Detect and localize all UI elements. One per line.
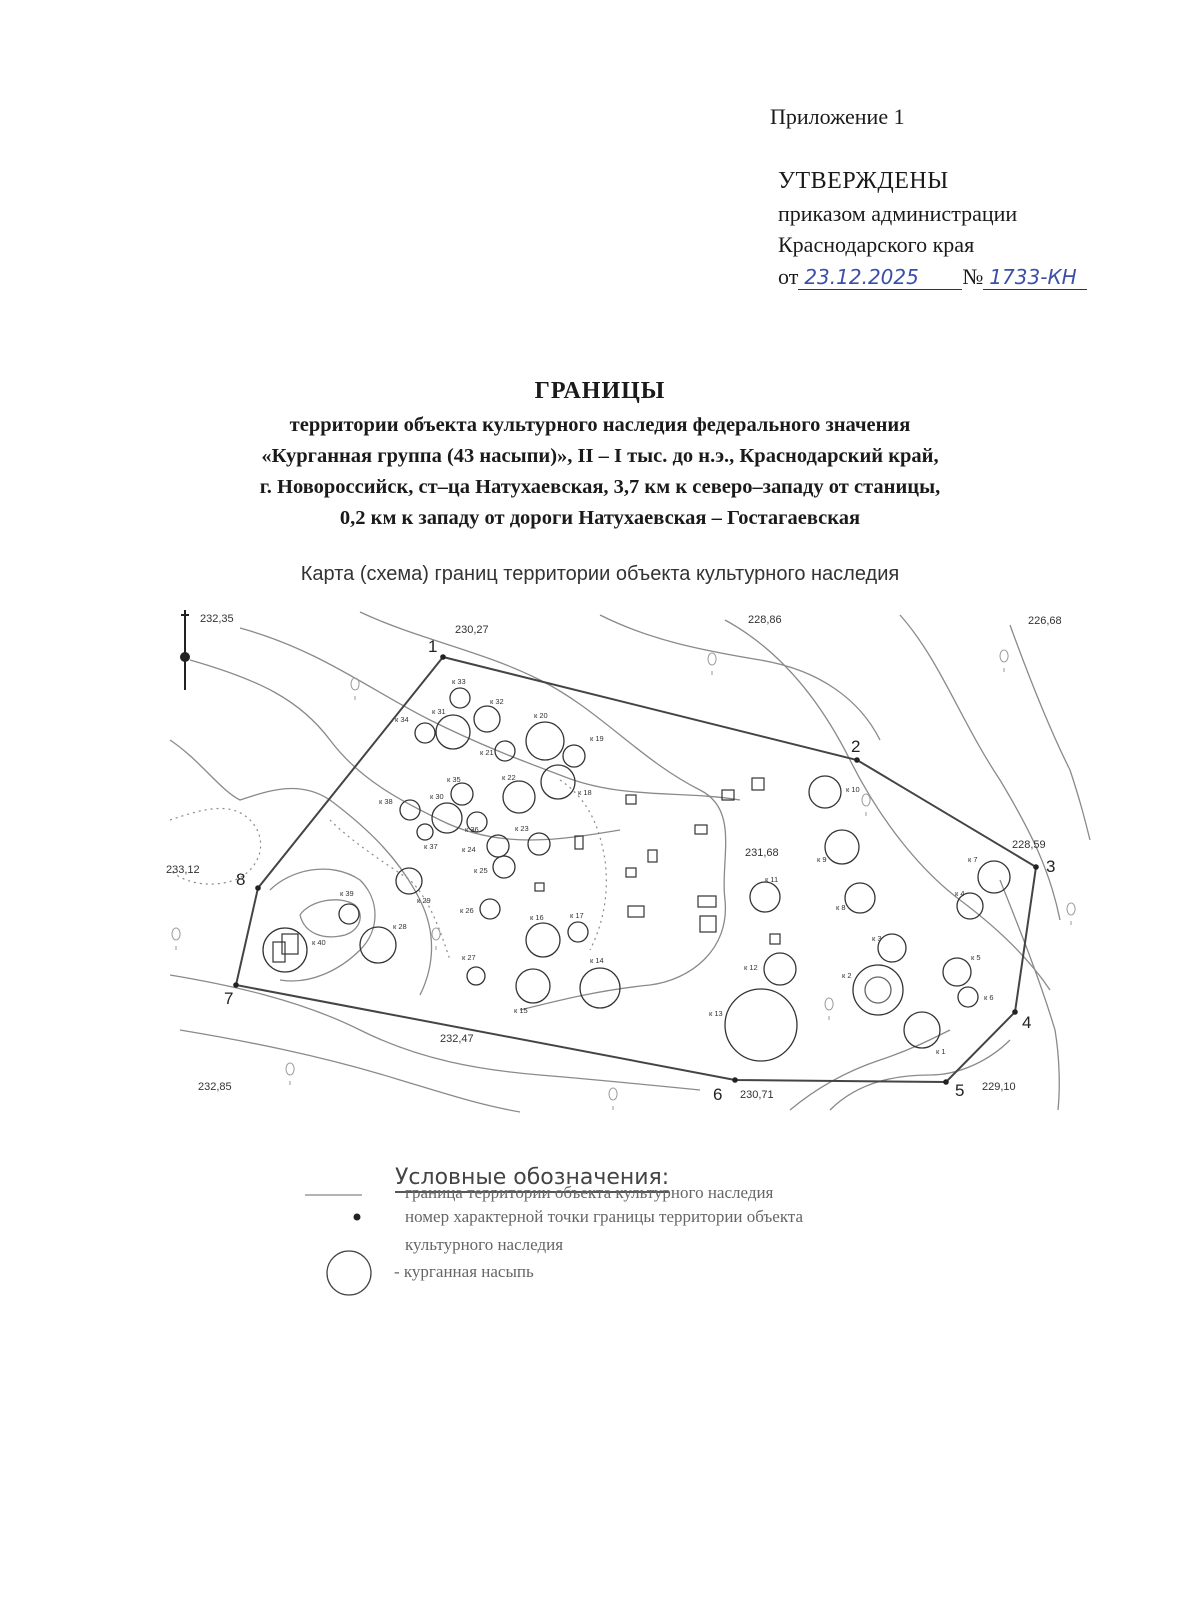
- building-marker: [282, 934, 298, 954]
- kurgan-label: к 5: [971, 953, 981, 962]
- elevation-label: 229,10: [982, 1081, 1016, 1093]
- kurgan-circle: [563, 745, 585, 767]
- kurgan-circle: [474, 706, 500, 732]
- tree-icon: [609, 1088, 617, 1110]
- boundary-point: [854, 757, 860, 763]
- kurgan-label: к 39: [340, 889, 354, 898]
- kurgan-label: к 40: [312, 938, 326, 947]
- kurgan-label: к 26: [460, 906, 474, 915]
- tree-icon: [825, 998, 833, 1020]
- legend-point-symbol: [354, 1214, 361, 1221]
- kurgan-circle: [528, 833, 550, 855]
- kurgan-label: к 14: [590, 956, 604, 965]
- tree-icon: [351, 678, 359, 700]
- contour-line: [600, 615, 880, 740]
- kurgan-label: к 24: [462, 845, 476, 854]
- kurgan-label: к 7: [968, 855, 978, 864]
- kurgan-circle: [417, 824, 433, 840]
- tree-icon: [172, 928, 180, 950]
- kurgan-label: к 30: [430, 792, 444, 801]
- kurgan-circle: [516, 969, 550, 1003]
- title-line-2: «Курганная группа (43 насыпи)», II – I тыс. до н.э., Краснодарский край,: [261, 445, 939, 467]
- tree-icon: [1067, 903, 1075, 925]
- kurgan-label: к 35: [447, 775, 461, 784]
- boundary-point: [1033, 864, 1039, 870]
- boundary-point: [732, 1077, 738, 1083]
- kurgan-label: к 4: [955, 889, 965, 898]
- kurgan-label: к 6: [984, 993, 994, 1002]
- kurgan-circle: [541, 765, 575, 799]
- contour-line: [190, 660, 620, 840]
- contour-line: [360, 612, 726, 1010]
- kurgan-label: к 13: [709, 1009, 723, 1018]
- tree-icon: [286, 1063, 294, 1085]
- kurgan-circle: [978, 861, 1010, 893]
- document-heading: ГРАНИЦЫ: [534, 378, 666, 404]
- kurgan-label: к 9: [817, 855, 827, 864]
- kurgan-label: к 23: [515, 824, 529, 833]
- kurgan-label: к 17: [570, 911, 584, 920]
- boundary-point-label: 5: [955, 1081, 965, 1100]
- kurgan-circle: [450, 688, 470, 708]
- kurgan-circle: [750, 882, 780, 912]
- kurgan-circle: [493, 856, 515, 878]
- kurgan-circle: [809, 776, 841, 808]
- kurgan-label: к 37: [424, 842, 438, 851]
- legend-boundary-text: граница территории объекта культурного наследия: [405, 1183, 774, 1202]
- boundary-point-label: 7: [224, 989, 234, 1008]
- kurgan-circle: [725, 989, 797, 1061]
- boundary-point: [943, 1079, 949, 1085]
- elevation-label: 228,86: [748, 614, 782, 626]
- kurgan-circle: [764, 953, 796, 985]
- boundary-point-label: 4: [1022, 1013, 1032, 1032]
- contour-line: [1010, 625, 1090, 840]
- kurgan-label: к 29: [417, 896, 431, 905]
- kurgan-label: к 3: [872, 934, 882, 943]
- kurgan-circle: [845, 883, 875, 913]
- boundary-point: [255, 885, 261, 891]
- kurgan-label: к 33: [452, 677, 466, 686]
- kurgan-inner-circle: [865, 977, 891, 1003]
- kurgan-label: к 12: [744, 963, 758, 972]
- date-prefix: от: [778, 264, 799, 289]
- kurgan-circle: [436, 715, 470, 749]
- legend-point-text: номер характерной точки границы территории объекта: [405, 1207, 804, 1226]
- building-marker: [752, 778, 764, 790]
- kurgan-label: к 16: [530, 913, 544, 922]
- elevation-label: 228,59: [1012, 839, 1046, 851]
- kurgan-circle: [568, 922, 588, 942]
- kurgan-label: к 25: [474, 866, 488, 875]
- kurgan-circle: [451, 783, 473, 805]
- legend-kurgan-symbol: [327, 1251, 371, 1295]
- kurgan-circle: [853, 965, 903, 1015]
- kurgan-label: к 11: [765, 875, 779, 884]
- kurgan-label: к 21: [480, 748, 494, 757]
- elevation-label: 230,27: [455, 624, 489, 636]
- kurgan-label: к 31: [432, 707, 446, 716]
- kurgan-label: к 20: [534, 711, 548, 720]
- kurgan-circle: [878, 934, 906, 962]
- kurgan-circle: [958, 987, 978, 1007]
- contour-line: [170, 975, 700, 1090]
- north-arrow-icon: [181, 610, 189, 690]
- tree-icon: [1000, 650, 1008, 672]
- kurgan-circle: [580, 968, 620, 1008]
- boundary-point: [440, 654, 446, 660]
- kurgan-circle: [360, 927, 396, 963]
- approved-label: УТВЕРЖДЕНЫ: [778, 168, 949, 194]
- boundary-point-label: 6: [713, 1085, 723, 1104]
- kurgan-circle: [526, 923, 560, 957]
- boundary-point: [233, 982, 239, 988]
- title-line-3: г. Новороссийск, ст–ца Натухаевская, 3,7 км к северо–западу от станицы,: [259, 476, 941, 498]
- legend-kurgan-text: - курганная насыпь: [394, 1262, 534, 1281]
- title-line-1: территории объекта культурного наследия федерального значения: [289, 414, 911, 436]
- elevation-label: 230,71: [740, 1089, 774, 1101]
- building-marker: [575, 836, 583, 849]
- kurgan-circle: [467, 967, 485, 985]
- building-marker: [695, 825, 707, 834]
- kurgan-label: к 36: [465, 825, 479, 834]
- building-marker: [535, 883, 544, 891]
- contour-line: [300, 900, 360, 937]
- dotted-contour: [560, 780, 606, 950]
- kurgan-label: к 34: [395, 715, 409, 724]
- elevation-label: 226,68: [1028, 615, 1062, 627]
- kurgan-label: к 8: [836, 903, 846, 912]
- building-marker: [648, 850, 657, 862]
- contour-line: [270, 869, 375, 981]
- kurgan-label: к 1: [936, 1047, 946, 1056]
- kurgan-circle: [943, 958, 971, 986]
- contour-line: [830, 1040, 1010, 1110]
- order-line-2: Краснодарского края: [778, 232, 975, 257]
- boundary-point-label: 3: [1046, 857, 1056, 876]
- building-marker: [700, 916, 716, 932]
- kurgan-label: к 10: [846, 785, 860, 794]
- kurgan-circle: [503, 781, 535, 813]
- kurgan-label: к 15: [514, 1006, 528, 1015]
- handwritten-number: 1733-КН: [983, 265, 1087, 290]
- kurgan-label: к 18: [578, 788, 592, 797]
- building-marker: [626, 795, 636, 804]
- title-line-4: 0,2 км к западу от дороги Натухаевская – Гостагаевская: [339, 507, 861, 529]
- elevation-label: 233,12: [166, 864, 200, 876]
- building-marker: [698, 896, 716, 907]
- contour-line: [900, 615, 1060, 920]
- elevation-label: 232,35: [200, 613, 234, 625]
- building-marker: [626, 868, 636, 877]
- tree-icon: [862, 794, 870, 816]
- elevation-label: 232,47: [440, 1033, 474, 1045]
- kurgan-circle: [415, 723, 435, 743]
- kurgan-circle: [480, 899, 500, 919]
- handwritten-date: 23.12.2025: [798, 265, 962, 290]
- kurgan-circle: [904, 1012, 940, 1048]
- map-caption: Карта (схема) границ территории объекта культурного наследия: [300, 563, 900, 585]
- kurgan-label: к 28: [393, 922, 407, 931]
- kurgan-circle: [400, 800, 420, 820]
- elevation-label: 231,68: [745, 847, 779, 859]
- kurgan-circle: [526, 722, 564, 760]
- boundary-point-label: 8: [236, 870, 246, 889]
- building-marker: [273, 942, 285, 962]
- kurgan-circle: [825, 830, 859, 864]
- building-marker: [628, 906, 644, 917]
- number-prefix: №: [962, 264, 984, 289]
- kurgan-label: к 19: [590, 734, 604, 743]
- kurgan-label: к 22: [502, 773, 516, 782]
- contour-line: [790, 1030, 950, 1110]
- legend-title: Условные обозначения:: [395, 1165, 669, 1193]
- tree-icon: [432, 928, 440, 950]
- legend-point-text-2: культурного наследия: [405, 1235, 564, 1254]
- boundary-point: [1012, 1009, 1018, 1015]
- tree-icon: [708, 653, 716, 675]
- kurgan-circle: [339, 904, 359, 924]
- contour-line: [240, 628, 740, 800]
- appendix-label: Приложение 1: [770, 104, 905, 129]
- boundary-point-label: 1: [428, 637, 438, 656]
- elevation-label: 232,85: [198, 1081, 232, 1093]
- kurgan-label: к 32: [490, 697, 504, 706]
- kurgan-label: к 27: [462, 953, 476, 962]
- kurgan-label: к 38: [379, 797, 393, 806]
- building-marker: [770, 934, 780, 944]
- order-line-1: приказом администрации: [778, 201, 1018, 226]
- kurgan-label: к 2: [842, 971, 852, 980]
- boundary-point-label: 2: [851, 737, 861, 756]
